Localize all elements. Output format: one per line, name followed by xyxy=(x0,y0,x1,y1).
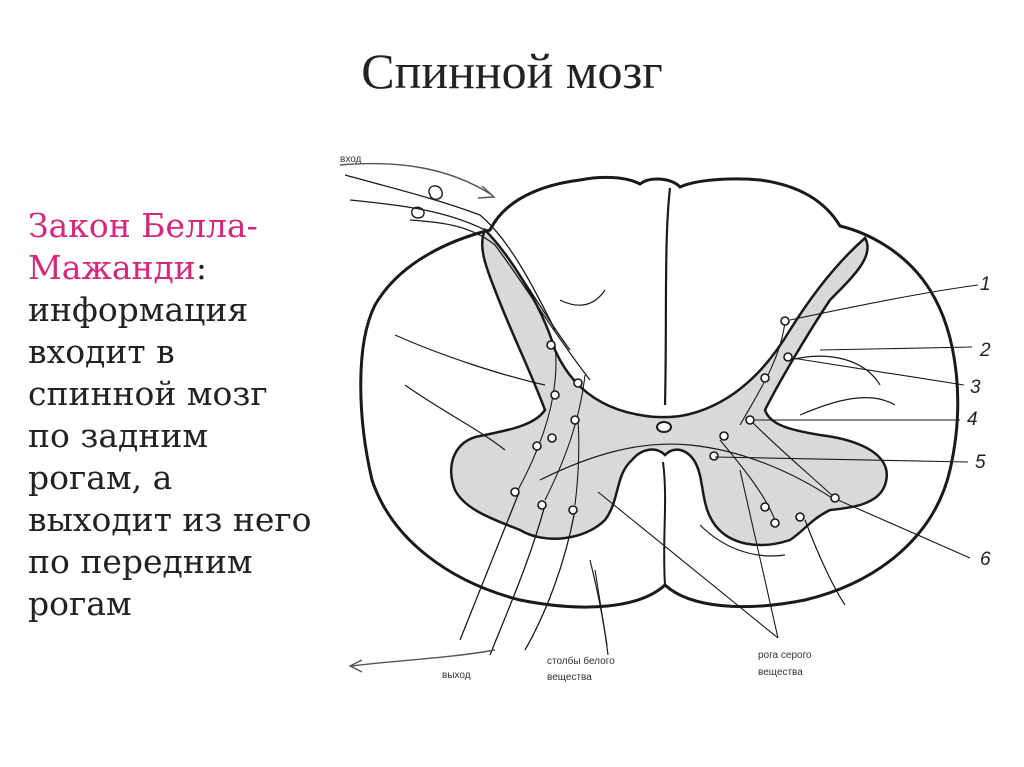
neuron xyxy=(547,341,555,349)
spinal-cord-diagram xyxy=(325,140,1015,695)
neuron xyxy=(511,488,519,496)
neuron xyxy=(831,494,839,502)
neuron xyxy=(569,506,577,514)
law-colon: : xyxy=(195,248,207,287)
neuron xyxy=(746,416,754,424)
neuron xyxy=(710,452,718,460)
central-canal xyxy=(657,422,671,432)
output-label: выход xyxy=(442,670,471,681)
neuron xyxy=(771,519,779,527)
neuron xyxy=(551,391,559,399)
neuron xyxy=(720,432,728,440)
neuron xyxy=(533,442,541,450)
neuron xyxy=(796,513,804,521)
neuron xyxy=(761,503,769,511)
label-number-1: 1 xyxy=(980,274,991,295)
neuron xyxy=(781,317,789,325)
neuron xyxy=(538,501,546,509)
input-label: вход xyxy=(340,154,362,165)
white-columns-label-line-1: столбы белого xyxy=(547,656,615,667)
dorsal-root-ganglion xyxy=(429,186,442,199)
neuron xyxy=(571,416,579,424)
page-title: Спинной мозг xyxy=(361,43,663,99)
bell-magendie-law-text xyxy=(28,205,318,625)
label-number-2: 2 xyxy=(980,340,991,361)
gray-horns-label-line-1: рога серого xyxy=(758,650,812,661)
label-number-5: 5 xyxy=(975,452,986,473)
label-number-6: 6 xyxy=(980,549,991,570)
gray-horns-label-line-2: вещества xyxy=(758,667,803,678)
neuron xyxy=(574,379,582,387)
label-number-3: 3 xyxy=(970,377,981,398)
spinal-cord-outline xyxy=(361,177,958,607)
label-number-4: 4 xyxy=(967,409,978,430)
law-description: информация входит в спинной мозг по задним рогам, а выходит из него по передним рогам xyxy=(28,290,312,623)
law-name: Закон Белла-Мажанди xyxy=(28,206,258,287)
output-arrow xyxy=(352,650,495,666)
neuron xyxy=(761,374,769,382)
white-columns-label-line-2: вещества xyxy=(547,672,592,683)
neuron xyxy=(784,353,792,361)
neuron xyxy=(548,434,556,442)
